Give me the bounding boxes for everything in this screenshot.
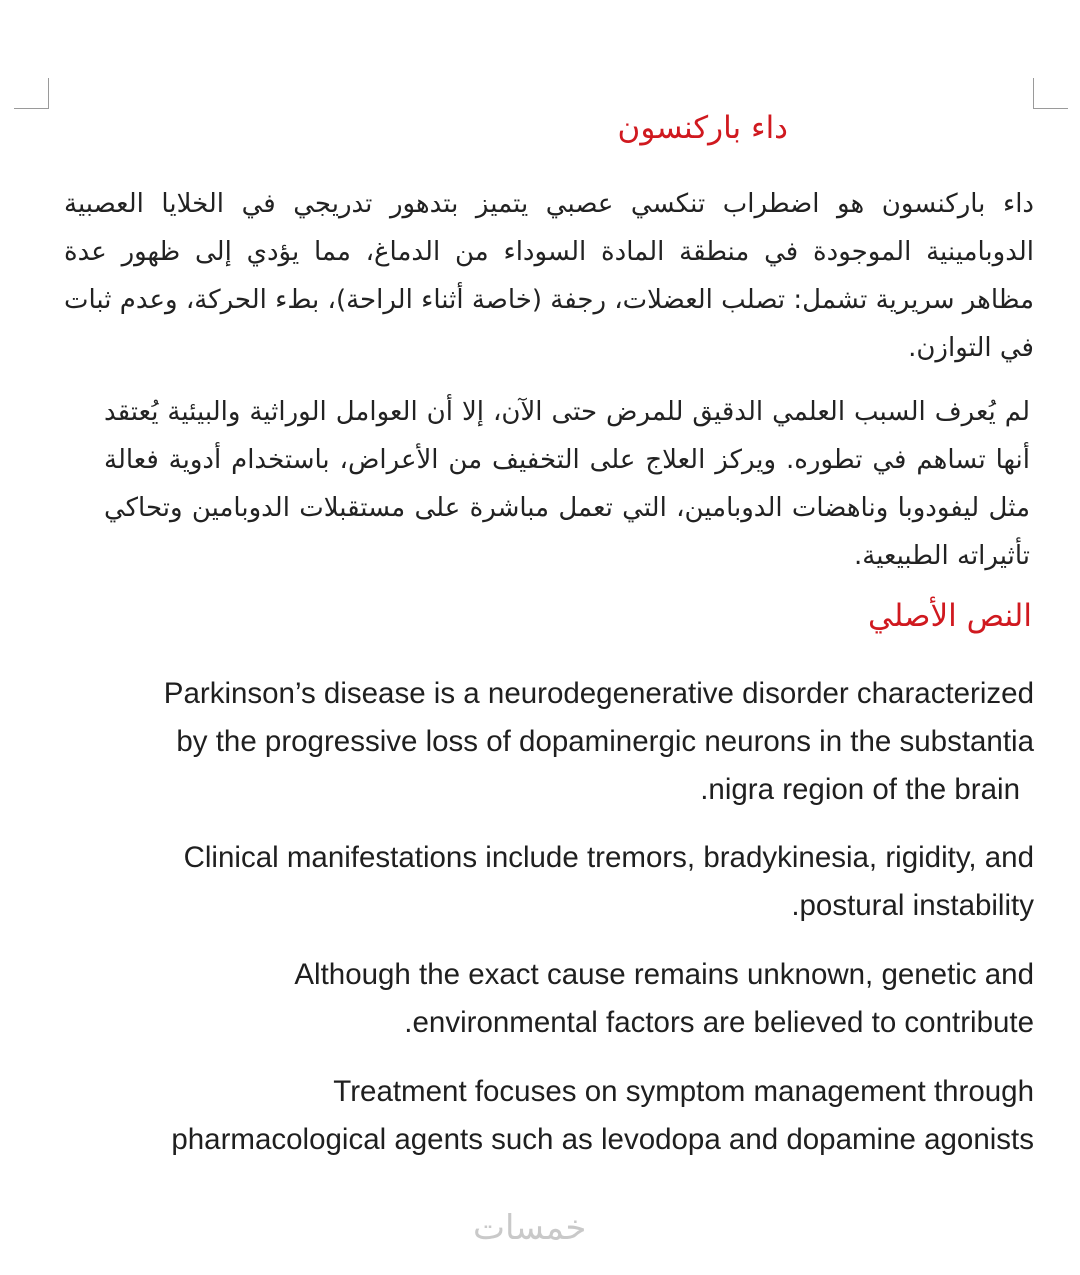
english-paragraph-2 [40,834,1034,930]
arabic-paragraph-2: لم يُعرف السبب العلمي الدقيق للمرض حتى الآن، إلا أن العوامل الوراثية والبيئية يُعتقد أنها تساهم في تطوره. ويركز العلاج على التخفيف من الأعراض، باستخدام أدوية فعالة مثل ليفودوبا وناهضات الدوبامين، التي تعمل مباشرة على مستقبلات الدوبامين وتحاكي تأثيراته الطبيعية. [104,397,1030,571]
english-line: Clinical manifestations include tremors, bradykinesia, rigidity, and [183,841,1034,874]
english-paragraph-4 [40,1068,1034,1164]
page-margin-corner-right [1033,78,1068,109]
arabic-paragraph-1: داء باركنسون هو اضطراب تنكسي عصبي يتميز بتدهور تدريجي في الخلايا العصبية الدوبامينية الموجودة في منطقة المادة السوداء من الدماغ، مما يؤدي إلى ظهور عدة مظاهر سريرية تشمل: تصلب العضلات، رجفة (خاصة أثناء الراحة)، بطء الحركة، وعدم ثبات في التوازن. [64,189,1034,363]
arabic-title: داء باركنسون [617,110,788,146]
english-line: Parkinson’s disease is a neurodegenerative disorder characterized [163,677,1034,710]
english-line: by the progressive loss of dopaminergic neurons in the substantia [176,725,1034,758]
english-line: Although the exact cause remains unknown, genetic and [294,958,1034,991]
english-line: Treatment focuses on symptom management through [333,1075,1034,1108]
english-line: postural instability. [791,889,1034,922]
english-paragraph-3 [40,951,1034,1047]
page-margin-corner-left [14,78,49,109]
khamsat-watermark: خمسات [473,1208,587,1248]
english-line: environmental factors are believed to contribute. [404,1006,1034,1039]
english-line: pharmacological agents such as levodopa and dopamine agonists [171,1123,1034,1156]
original-text-heading: النص الأصلي [868,598,1032,634]
english-line: nigra region of the brain. [700,773,1020,806]
english-paragraph-1 [40,670,1034,814]
